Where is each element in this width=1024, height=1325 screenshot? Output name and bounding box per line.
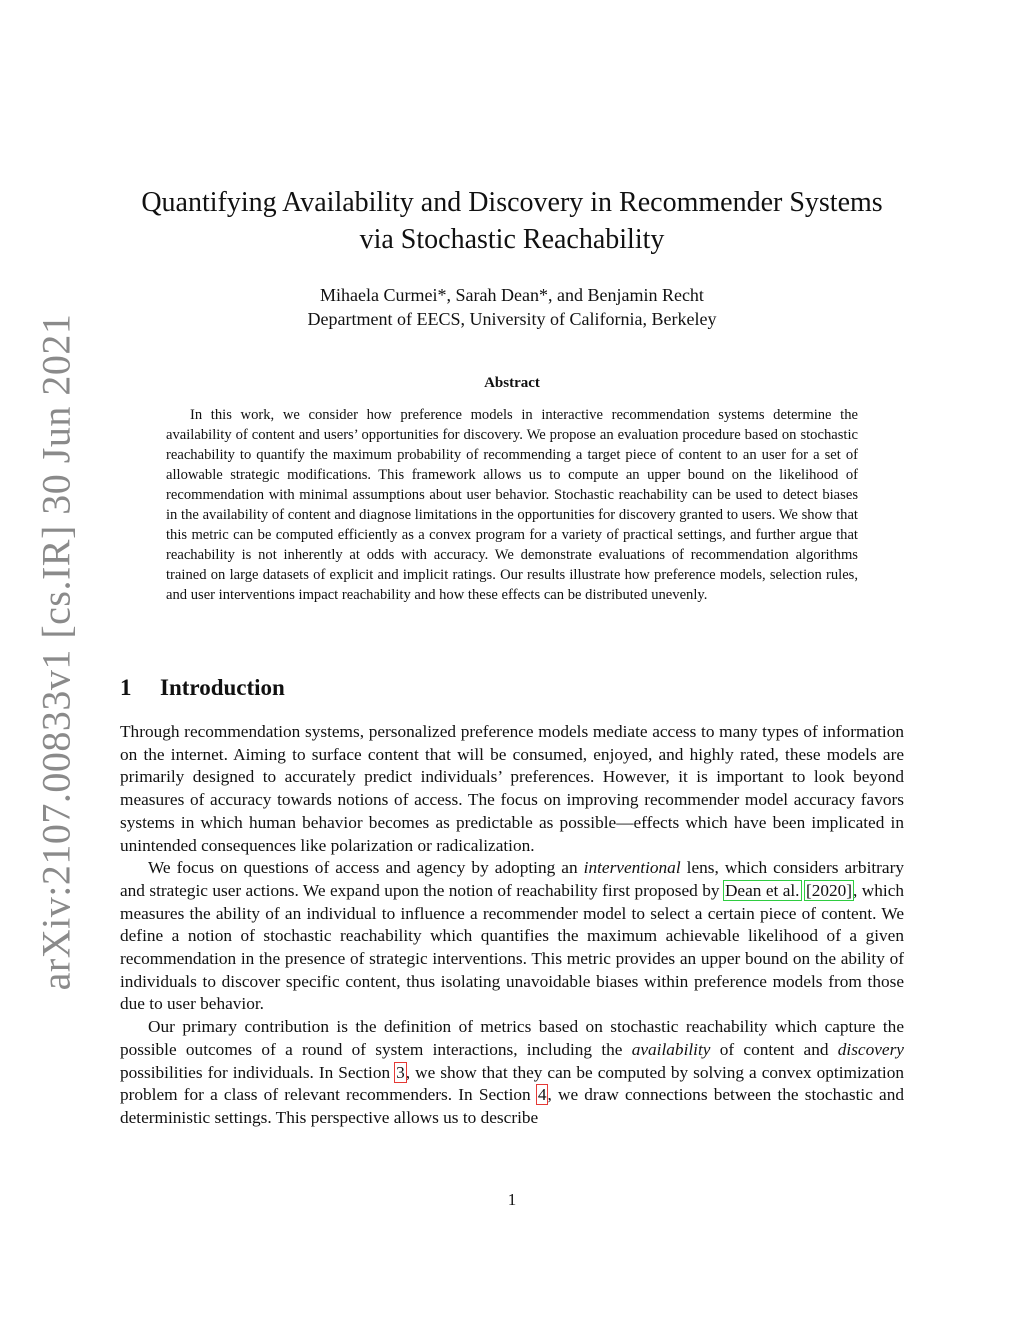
p3-text-e: , we draw connections between the stochastic and deterministic settings. This perspective allows us to describe [120,1085,905,1127]
paragraph-2 [120,857,904,1016]
paper-title [110,184,914,258]
p3-emphasis-availability: availability [631,1039,711,1059]
title-line-1: Quantifying Availability and Discovery in Recommender Systems [141,187,883,218]
paragraph-1: Through recommendation systems, personalized preference models mediate access to many types of information on the internet. Aiming to surface content that will be consumed, enjoyed, and highly rated, these models are primarily designed to accurately predict individuals’ preferences. However, it is important to look beyond measures of accuracy towards notions of access. The focus on improving recommender model accuracy favors systems in which human behavior becomes as predictable as possible—effects which have been implicated in unintended consequences like polarization or radicalization. [120,722,904,855]
affiliation: Department of EECS, University of California, Berkeley [307,309,717,329]
p2-emphasis: interventional [583,858,681,878]
abstract-text: In this work, we consider how preference models in interactive recommendation systems determine the availability of content and users’ opportunities for discovery. We propose an evaluation procedure based on stochastic reachability to quantify the maximum probability of recommending a target piece of content to an user for a set of allowable strategic modifications. This framework allows us to compute an upper bound on the likelihood of recommendation with minimal assumptions about user behavior. Stochastic reachability can be used to detect biases in the availability of content and diagnose limitations in the opportunities for discovery granted to users. We show that this metric can be computed efficiently as a convex program for a variety of practical settings, and further argue that reachability is not inherently at odds with accuracy. We demonstrate evaluations of recommendation algorithms trained on large datasets of explicit and implicit ratings. Our results illustrate how preference models, selection rules, and user interventions impact reachability and how these effects can be distributed unevenly. [166,407,858,603]
p3-text-c: possibilities for individuals. In Section [120,1062,396,1082]
paragraph-3 [120,1016,904,1130]
p3-text-a: Our primary contribution is the definition of metrics based on stochastic reachability which capture the possible outcomes of a round of system interactions, including the [120,1017,904,1059]
page-number: 1 [507,1190,517,1209]
arxiv-identifier: arXiv:2107.00833v1 [cs.IR] 30 Jun 2021 [33,313,79,991]
section-ref-3[interactable]: 3 [396,1062,405,1082]
p2-text-a: We focus on questions of access and agency by adopting an [148,858,584,878]
title-line-2: via Stochastic Reachability [359,224,665,255]
p2-text-b: lens, which considers arbitrary and strategic user actions. We expand upon the notion of reachability first proposed by [120,858,904,900]
section-ref-4[interactable]: 4 [537,1085,547,1105]
p3-emphasis-discovery: discovery [837,1039,904,1059]
p3-text-d: , we show that they can be computed by solving a convex optimization problem for a class of relevant recommenders. In Section [120,1062,904,1105]
section-number: 1 [120,675,132,700]
section-heading [120,675,285,701]
section-title: Introduction [160,675,285,700]
introduction-body [120,721,904,1130]
citation-link-author[interactable]: Dean et al. [724,880,800,900]
authors: Mihaela Curmei*, Sarah Dean*, and Benjamin Recht [320,285,704,305]
p2-text-c: , which measures the ability of an individual to influence a recommender model to select a certain piece of content. We define a notion of stochastic reachability which quantifies the maximum achievable likelihood of a given recommendation in the presence of strategic interventions. This metric provides an upper bound on the ability of individuals to discover specific content, thus isolating unavoidable biases within preference models from those due to user behavior. [120,880,905,1014]
author-block [110,283,914,331]
abstract-heading: Abstract [484,375,540,391]
p3-text-b: of content and [710,1039,838,1059]
citation-link-year[interactable]: [2020] [805,880,853,900]
